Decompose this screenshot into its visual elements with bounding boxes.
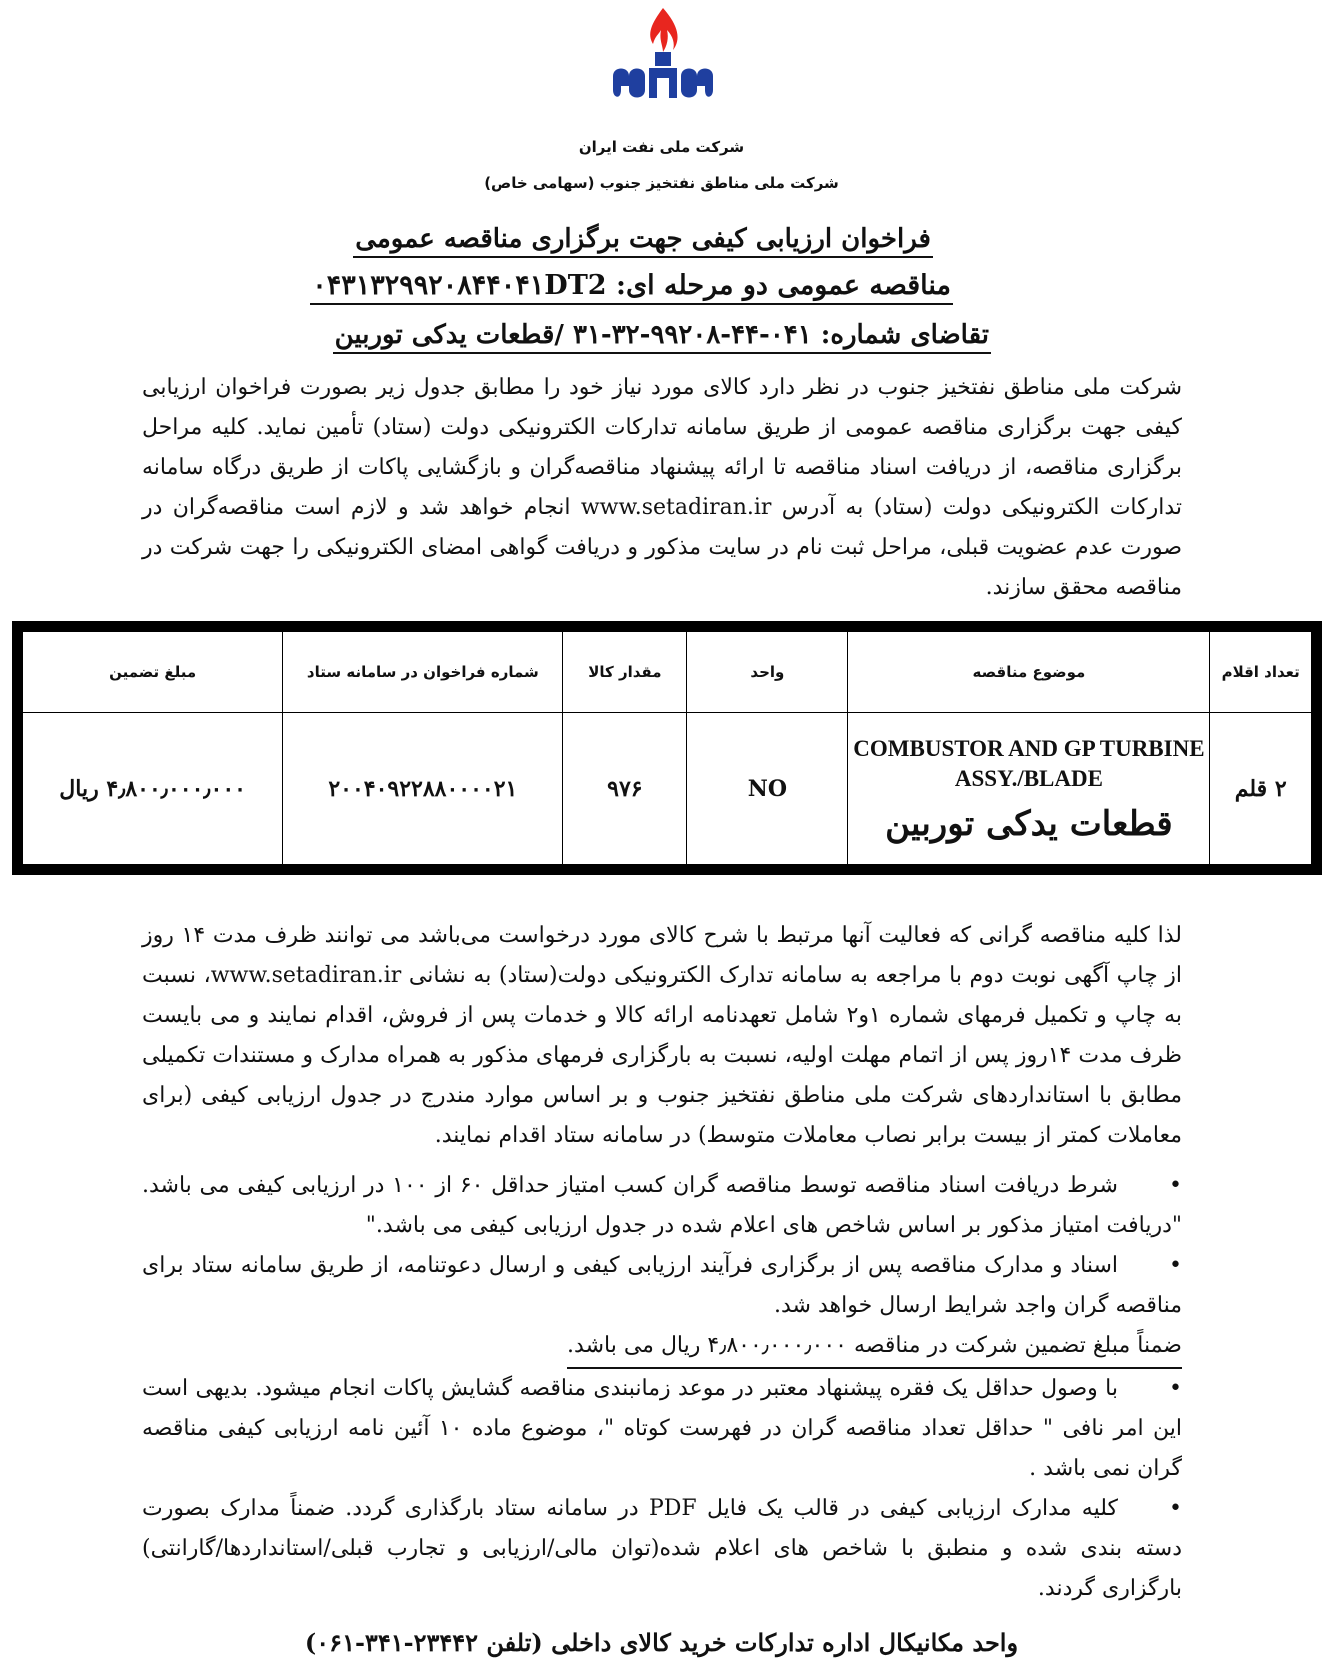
table-header-row [23,632,1312,713]
footer-contact: واحد مکانیکال اداره تدارکات خرید کالای داخلی (تلفن ۲۳۴۴۲-۳۴۱-۰۶۱) [304,1628,1019,1657]
list-item [142,1369,1182,1489]
cell-unit: NO [687,713,848,865]
bullet-icon: • [1169,1173,1182,1198]
guarantee-note-line [142,1326,1182,1369]
list-item [142,1246,1182,1326]
logo-flame [650,8,677,52]
cell-subject [848,713,1210,865]
subject-english: COMBUSTOR AND GP TURBINE ASSY./BLADE [853,735,1205,791]
request-number: تقاضای شماره: ۰۴۱-۴۴-۹۹۲۰۸-۳۲-۳۱ /قطعات یدکی توربین [333,320,991,354]
company-name-nioc: شرکت ملی نفت ایران [578,138,745,156]
header-quantity: مقدار کالا [563,632,687,713]
logo-base [613,68,713,98]
list-item [142,1166,1182,1246]
cell-setad-number: ۲۰۰۴۰۹۲۲۸۸۰۰۰۰۲۱ [283,713,563,865]
bullet-text: اسناد و مدارک مناقصه پس از برگزاری فرآیند ارزیابی کیفی و ارسال دعوتنامه، از طریق سامانه ستاد برای مناقصه گران واجد شرایط ارسال خواهد شد. [142,1253,1182,1318]
logo-column [655,52,671,66]
bullet-icon: • [1169,1496,1182,1521]
header-count: تعداد اقلام [1210,632,1312,713]
header-subject: موضوع مناقصه [848,632,1210,713]
header-unit: واحد [687,632,848,713]
tender-table [22,631,1312,865]
intro-paragraph: شرکت ملی مناطق نفتخیز جنوب در نظر دارد کالای مورد نیاز خود را مطابق جدول زیر بصورت فراخوان ارزیابی کیفی جهت برگزاری مناقصه عمومی از طریق سامانه تدارکات الکترونیکی دولت (ستاد) تأمین نماید. کلیه مراحل برگزاری مناقصه، از دریافت اسناد مناقصه تا ارائه پیشنهاد مناقصه‌گران و بازگشایی پاکات از طریق درگاه سامانه تدارکات الکترونیکی دولت (ستاد) به آدرس www.setadiran.ir انجام خواهد شد و لازم است مناقصه‌گران در صورت عدم عضویت قبلی، مراحل ثبت نام در سایت مذکور و دریافت گواهی امضای الکترونیکی را جهت شرکت در مناقصه محقق سازند. [142,375,1183,600]
company-name-nisoc: شرکت ملی مناطق نفتخیز جنوب (سهامی خاص) [484,174,839,192]
body-paragraph: لذا کلیه مناقصه گرانی که فعالیت آنها مرتبط با شرح کالای مورد درخواست می‌باشد می توانند ظرف مدت ۱۴ روز از چاپ آگهی نوبت دوم با مراجعه به سامانه تدارک الکترونیکی دولت(ستاد) به نشانی www.setadiran.ir، نسبت به چاپ و تکمیل فرمهای شماره ۱و۲ شامل تعهدنامه ارائه کالا و خدمات پس از فروش، اقدام نمایند و می بایست ظرف مدت ۱۴روز پس از اتمام مهلت اولیه، نسبت به بارگزاری فرمهای مذکور به همراه مدارک و مستندات تکمیلی مطابق با استانداردهای شرکت ملی مناطق نفتخیز جنوب و بر اساس موارد مندرج در جدول ارزیابی کیفی (برای معاملات کمتر از بیست برابر نصاب معاملات متوسط) در سامانه ستاد اقدام نمایند. [142,923,1182,1148]
bullet-icon: • [1169,1376,1182,1401]
notice-title: فراخوان ارزیابی کیفی جهت برگزاری مناقصه عمومی [353,224,933,258]
header-guarantee: مبلغ تضمین [23,632,283,713]
guarantee-note: ضمناً مبلغ تضمین شرکت در مناقصه ۴٫۸۰۰٫۰۰۰٫۰۰۰ ریال می باشد. [567,1326,1182,1369]
bullet-text: شرط دریافت اسناد مناقصه توسط مناقصه گران کسب امتیاز حداقل ۶۰ از ۱۰۰ در ارزیابی کیفی می باشد. "دریافت امتیاز مذکور بر اساس شاخص های اعلام شده در جدول ارزیابی کیفی می باشد." [142,1173,1182,1238]
conditions-list [142,1166,1182,1609]
header-setad-number: شماره فراخوان در سامانه ستاد [283,632,563,713]
bullet-text: با وصول حداقل یک فقره پیشنهاد معتبر در موعد زمانبندی مناقصه گشایش پاکات انجام میشود. بدیهی است این امر نافی " حداقل تعداد مناقصه گران در فهرست کوتاه "، موضوع ماده ۱۰ آئین نامه ارزیابی کیفی مناقصه گران نمی باشد . [142,1376,1182,1481]
table-row [23,713,1312,865]
cell-guarantee: ۴٫۸۰۰٫۰۰۰٫۰۰۰ ریال [23,713,283,865]
list-item [142,1489,1182,1609]
tender-number: مناقصه عمومی دو مرحله ای: ۰۴۳۱۳۲۹۹۲۰۸۴۴۰۴۱DT2 [310,270,953,305]
subject-persian: قطعات یدکی توربین [885,803,1173,844]
nioc-logo [603,6,723,116]
bullet-text: کلیه مدارک ارزیابی کیفی در قالب یک فایل PDF در سامانه ستاد بارگذاری گردد. ضمناً مدارک بصورت دسته بندی شده و منطبق با شاخص های اعلام شده(توان مالی/ارزیابی و تجارب قبلی/استانداردها/گارانتی) بارگزاری گردند. [142,1496,1182,1601]
tender-table-frame [12,621,1322,875]
cell-quantity: ۹۷۶ [563,713,687,865]
cell-count: ۲ قلم [1210,713,1312,865]
bullet-icon: • [1169,1253,1183,1278]
